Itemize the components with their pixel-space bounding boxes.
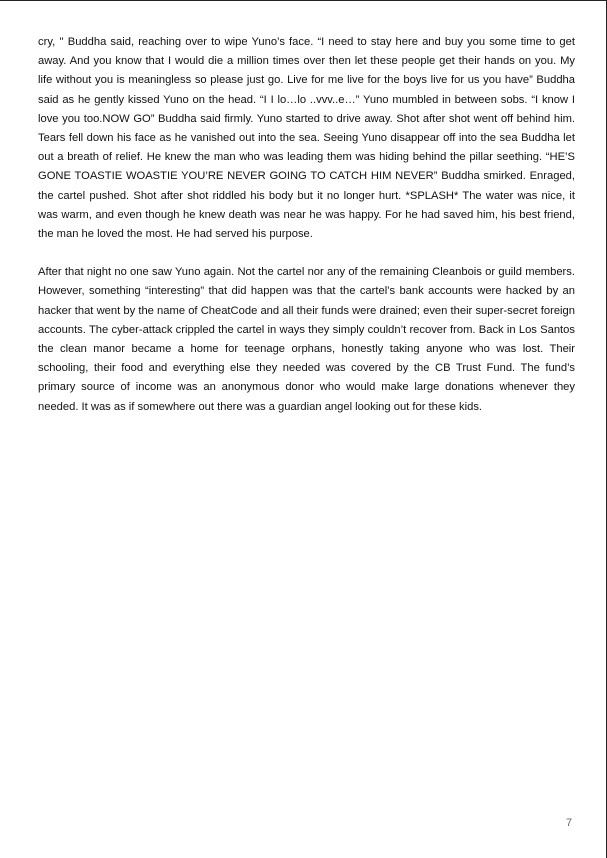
paragraph-1: cry, '' Buddha said, reaching over to wipe Yuno’s face. “I need to stay here and buy you some time to get away. And you know that I would die a million times over then let these people get their hands on you. My life without you is meaningless so please just go. Live for me live for the boys live for us you have” Buddha said as he gently kissed Yuno on the head. “I I lo…lo ..vvv..e…” Yuno mumbled in between sobs. “I know I love you too.NOW GO” Buddha said firmly. Yuno started to drive away. Shot after shot went off behind him. Tears fell down his face as he vanished out into the sea. Seeing Yuno disappear off into the sea Buddha let out a breath of relief. He knew the man who was leading them was hiding behind the pillar seething. “HE’S GONE TOASTIE WOASTIE YOU’RE NEVER GOING TO CATCH HIM NEVER” Buddha smirked. Enraged, the cartel pushed. Shot after shot riddled his body but it no longer hurt. *SPLASH* The water was nice, it was warm, and even though he knew death was near he was happy. For he had saved him, his best friend, the man he loved the most. He had served his purpose. (38, 36, 575, 241)
page-border-top (0, 0, 607, 1)
page-number: 7 (566, 817, 573, 829)
paragraph-2: After that night no one saw Yuno again. Not the cartel nor any of the remaining Cleanbois or guild members. However, something “interesting” that did happen was that the cartel’s bank accounts were hacked by an hacker that went by the name of CheatCode and all their funds were drained; even their super-secret foreign accounts. The cyber-attack crippled the cartel in ways they simply couldn’t recover from. Back in Los Santos the clean manor became a home for teenage orphans, honestly taking anyone who was lost. Their schooling, their food and everything else they needed was covered by the CB Trust Fund. The fund’s primary source of income was an anonymous donor who would make large donations whenever they needed. It was as if somewhere out there was a guardian angel looking out for these kids. (38, 266, 575, 413)
document-body (38, 33, 575, 417)
